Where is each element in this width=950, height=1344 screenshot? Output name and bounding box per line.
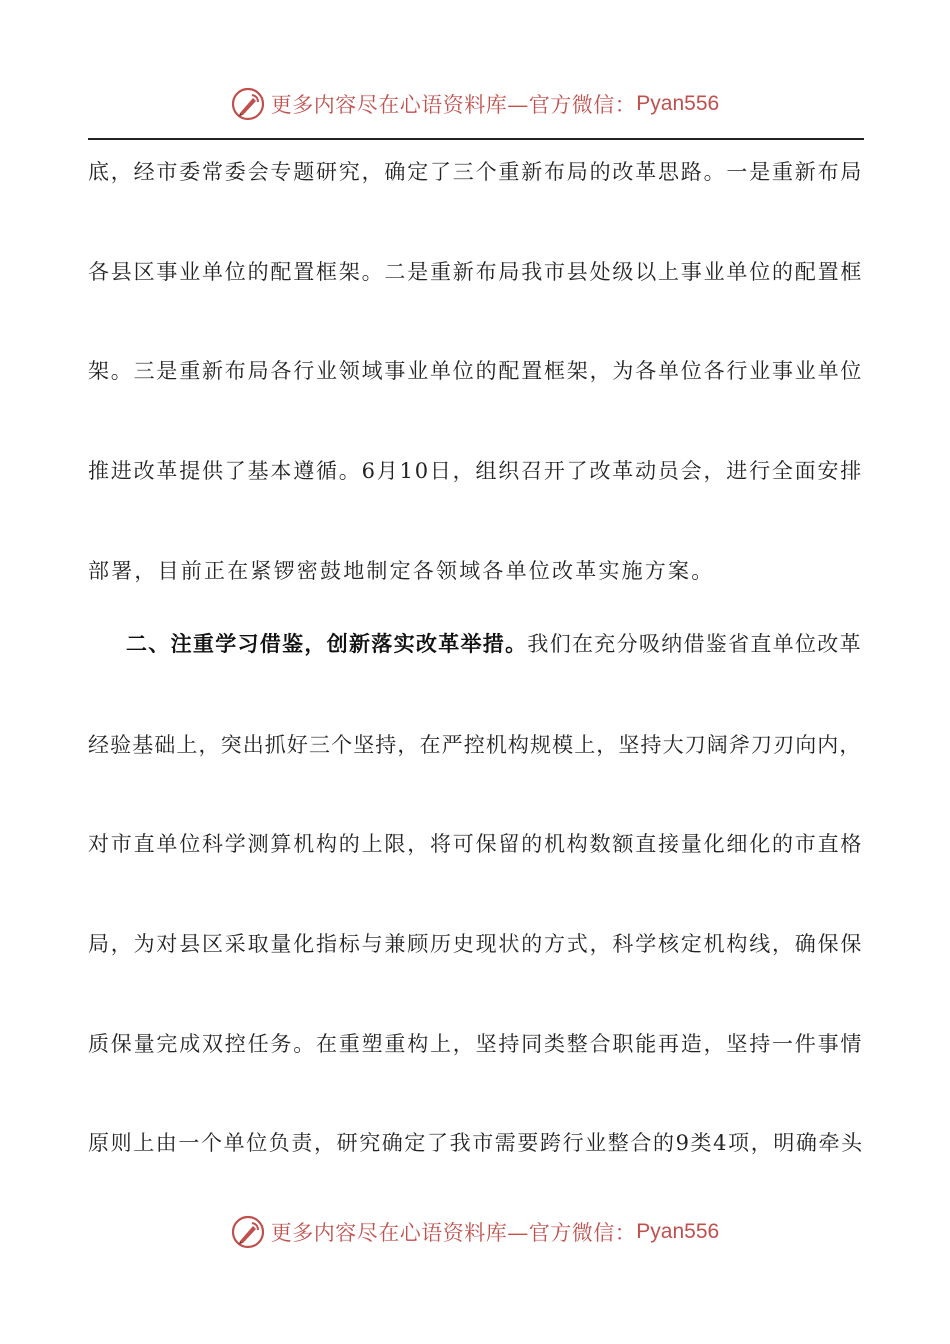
pen-logo-icon: [231, 87, 265, 121]
body-line-4: 推进改革提供了基本遵循。6月10日，组织召开了改革动员会，进行全面安排: [88, 459, 864, 483]
section2-line-3: 对市直单位科学测算机构的上限，将可保留的机构数额直接量化细化的市直格: [88, 832, 864, 856]
section2-line-4: 局，为对县区采取量化指标与兼顾历史现状的方式，科学核定机构线，确保保: [88, 932, 864, 956]
footer-wechat-id: Pyan556: [636, 1220, 720, 1243]
section2-first-text: 我们在充分吸纳借鉴省直单位改革: [527, 632, 862, 656]
body-line-1: 底，经市委常委会专题研究，确定了三个重新布局的改革思路。一是重新布局: [88, 160, 864, 184]
section2-heading: 二、注重学习借鉴，创新落实改革举措。: [126, 631, 528, 656]
body-line-2: 各县区事业单位的配置框架。二是重新布局我市县处级以上事业单位的配置框: [88, 260, 864, 284]
section2-line-2: 经验基础上，突出抓好三个坚持，在严控机构规模上，坚持大刀阔斧刀刃向内，: [88, 733, 862, 757]
section2-first-line: [126, 630, 864, 658]
page-header-banner: [0, 84, 950, 124]
body-line-5: 部署，目前正在紧锣密鼓地制定各领域各单位改革实施方案。: [88, 559, 715, 583]
section2-line-6: 原则上由一个单位负责，研究确定了我市需要跨行业整合的9类4项，明确牵头: [88, 1131, 864, 1155]
footer-banner-text: 更多内容尽在心语资料库—官方微信：: [270, 1221, 637, 1245]
header-wechat-id: Pyan556: [636, 92, 720, 115]
page-footer-banner: [0, 1212, 950, 1252]
body-line-3: 架。三是重新布局各行业领域事业单位的配置框架，为各单位各行业事业单位: [88, 359, 864, 383]
section2-line-5: 质保量完成双控任务。在重塑重构上，坚持同类整合职能再造，坚持一件事情: [88, 1032, 864, 1056]
header-divider: [88, 138, 864, 140]
pen-logo-icon: [231, 1215, 265, 1249]
header-banner-text: 更多内容尽在心语资料库—官方微信：: [270, 93, 637, 117]
